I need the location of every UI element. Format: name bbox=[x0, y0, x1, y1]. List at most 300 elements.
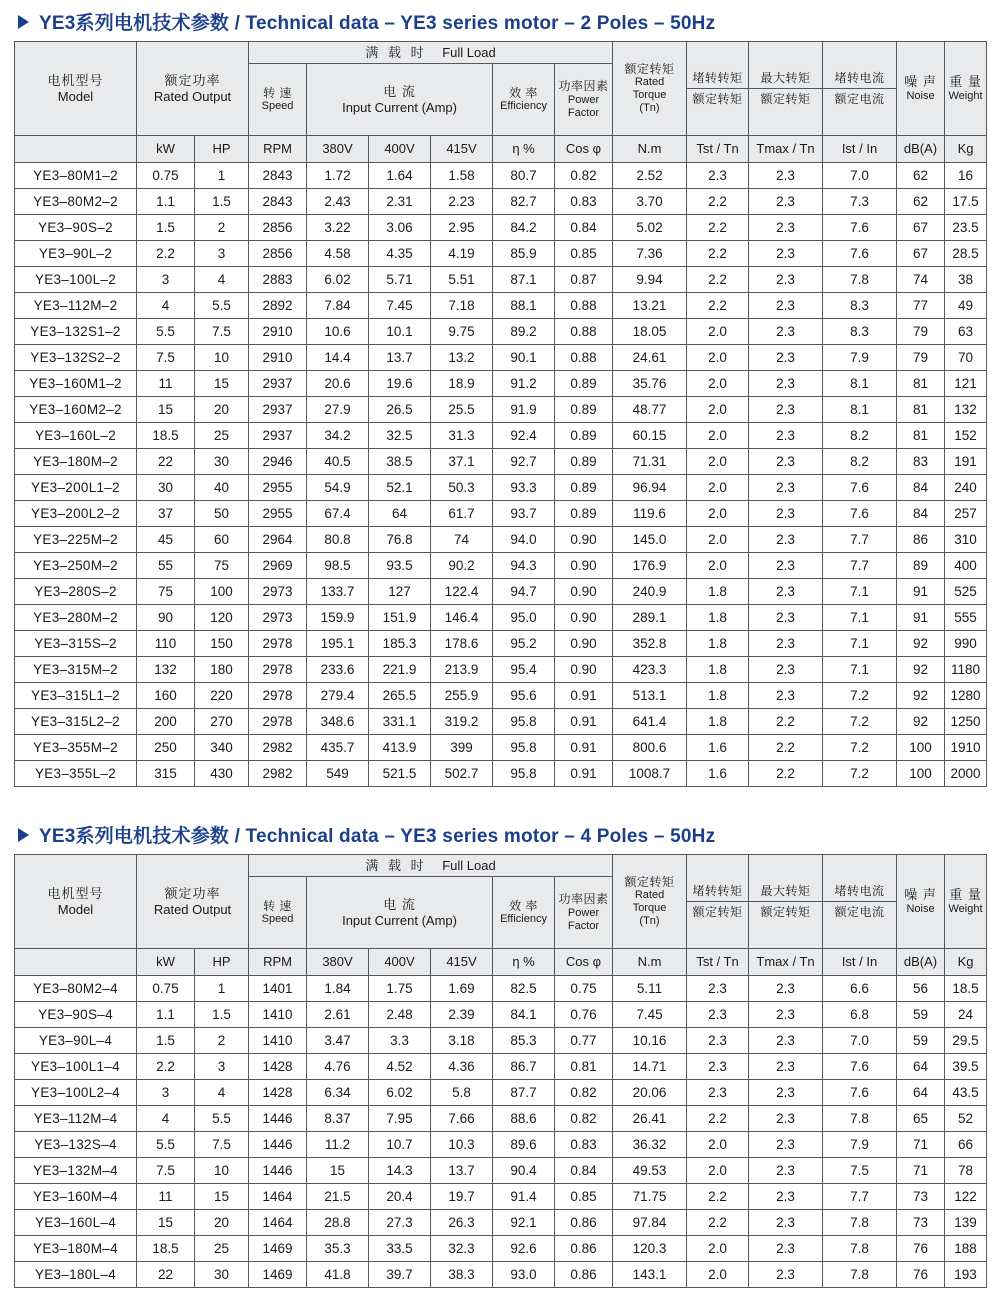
table-row bbox=[15, 1236, 987, 1262]
cell-value: 91.9 bbox=[493, 397, 555, 423]
cell-value: 40 bbox=[195, 475, 249, 501]
cell-value: 7.5 bbox=[137, 345, 195, 371]
cell-value: 10 bbox=[195, 1158, 249, 1184]
cell-value: 2.3 bbox=[749, 215, 823, 241]
header-rated-output: 额定功率 Rated Output bbox=[137, 855, 249, 949]
cell-model: YE3–315S–2 bbox=[15, 631, 137, 657]
cell-value: 127 bbox=[369, 579, 431, 605]
cell-value: 1464 bbox=[249, 1210, 307, 1236]
cell-value: 2.3 bbox=[749, 449, 823, 475]
cell-value: 5.11 bbox=[613, 976, 687, 1002]
cell-value: 61.7 bbox=[431, 501, 493, 527]
cell-model: YE3–280M–2 bbox=[15, 605, 137, 631]
cell-model: YE3–132M–4 bbox=[15, 1158, 137, 1184]
cell-value: 1428 bbox=[249, 1080, 307, 1106]
cell-value: 92.1 bbox=[493, 1210, 555, 1236]
unit-tmax-tn: Tmax / Tn bbox=[749, 136, 823, 163]
cell-value: 7.7 bbox=[823, 1184, 897, 1210]
cell-value: 1410 bbox=[249, 1002, 307, 1028]
cell-value: 3.18 bbox=[431, 1028, 493, 1054]
cell-value: 0.81 bbox=[555, 1054, 613, 1080]
cell-value: 73 bbox=[897, 1184, 945, 1210]
cell-value: 18.05 bbox=[613, 319, 687, 345]
cell-value: 4 bbox=[195, 1080, 249, 1106]
cell-model: YE3–280S–2 bbox=[15, 579, 137, 605]
cell-value: 2.3 bbox=[749, 1002, 823, 1028]
cell-value: 0.86 bbox=[555, 1236, 613, 1262]
cell-value: 7.9 bbox=[823, 345, 897, 371]
cell-value: 95.8 bbox=[493, 761, 555, 787]
header-full-load: 满 载 时 Full Load bbox=[249, 855, 613, 877]
cell-value: 120.3 bbox=[613, 1236, 687, 1262]
cell-value: 2.95 bbox=[431, 215, 493, 241]
cell-value: 1469 bbox=[249, 1262, 307, 1288]
cell-value: 0.84 bbox=[555, 215, 613, 241]
cell-value: 62 bbox=[897, 163, 945, 189]
cell-value: 279.4 bbox=[307, 683, 369, 709]
cell-value: 2.0 bbox=[687, 553, 749, 579]
cell-value: 7.6 bbox=[823, 475, 897, 501]
table-row bbox=[15, 1210, 987, 1236]
cell-value: 2.3 bbox=[749, 163, 823, 189]
cell-value: 2.0 bbox=[687, 1132, 749, 1158]
cell-value: 0.90 bbox=[555, 631, 613, 657]
cell-value: 2.3 bbox=[749, 1106, 823, 1132]
cell-model: YE3–132S2–2 bbox=[15, 345, 137, 371]
unit-kw: kW bbox=[137, 949, 195, 976]
cell-value: 2910 bbox=[249, 345, 307, 371]
cell-value: 133.7 bbox=[307, 579, 369, 605]
cell-model: YE3–100L2–4 bbox=[15, 1080, 137, 1106]
cell-value: 3.70 bbox=[613, 189, 687, 215]
cell-value: 423.3 bbox=[613, 657, 687, 683]
cell-value: 85.3 bbox=[493, 1028, 555, 1054]
cell-value: 18.5 bbox=[137, 423, 195, 449]
cell-value: 89.6 bbox=[493, 1132, 555, 1158]
cell-value: 1.69 bbox=[431, 976, 493, 1002]
cell-value: 2973 bbox=[249, 605, 307, 631]
cell-value: 83 bbox=[897, 449, 945, 475]
cell-value: 70 bbox=[945, 345, 987, 371]
cell-value: 9.75 bbox=[431, 319, 493, 345]
cell-value: 10 bbox=[195, 345, 249, 371]
cell-value: 2.3 bbox=[749, 241, 823, 267]
cell-value: 15 bbox=[307, 1158, 369, 1184]
cell-value: 2.0 bbox=[687, 527, 749, 553]
cell-value: 52 bbox=[945, 1106, 987, 1132]
cell-value: 2.3 bbox=[687, 1080, 749, 1106]
cell-value: 250 bbox=[137, 735, 195, 761]
table-row bbox=[15, 345, 987, 371]
cell-value: 62 bbox=[897, 189, 945, 215]
cell-value: 7.9 bbox=[823, 1132, 897, 1158]
cell-value: 143.1 bbox=[613, 1262, 687, 1288]
cell-value: 80.7 bbox=[493, 163, 555, 189]
cell-value: 521.5 bbox=[369, 761, 431, 787]
cell-value: 20.06 bbox=[613, 1080, 687, 1106]
cell-value: 160 bbox=[137, 683, 195, 709]
unit-415v: 415V bbox=[431, 136, 493, 163]
table-row bbox=[15, 1184, 987, 1210]
cell-model: YE3–160M2–2 bbox=[15, 397, 137, 423]
cell-value: 40.5 bbox=[307, 449, 369, 475]
cell-model: YE3–160L–2 bbox=[15, 423, 137, 449]
unit-380v: 380V bbox=[307, 136, 369, 163]
cell-value: 93.5 bbox=[369, 553, 431, 579]
cell-value: 2.3 bbox=[749, 1132, 823, 1158]
cell-value: 1.5 bbox=[195, 1002, 249, 1028]
cell-value: 79 bbox=[897, 345, 945, 371]
cell-value: 2.61 bbox=[307, 1002, 369, 1028]
cell-value: 17.5 bbox=[945, 189, 987, 215]
cell-value: 24 bbox=[945, 1002, 987, 1028]
cell-value: 76.8 bbox=[369, 527, 431, 553]
cell-value: 90.4 bbox=[493, 1158, 555, 1184]
cell-value: 0.90 bbox=[555, 657, 613, 683]
cell-value: 38 bbox=[945, 267, 987, 293]
cell-value: 3.3 bbox=[369, 1028, 431, 1054]
cell-value: 0.75 bbox=[137, 163, 195, 189]
cell-value: 39.5 bbox=[945, 1054, 987, 1080]
cell-value: 0.85 bbox=[555, 1184, 613, 1210]
table-row bbox=[15, 683, 987, 709]
cell-value: 22 bbox=[137, 1262, 195, 1288]
cell-value: 1446 bbox=[249, 1132, 307, 1158]
cell-value: 270 bbox=[195, 709, 249, 735]
cell-value: 82.7 bbox=[493, 189, 555, 215]
cell-value: 93.7 bbox=[493, 501, 555, 527]
cell-value: 315 bbox=[137, 761, 195, 787]
header-weight: 重 量 Weight bbox=[945, 855, 987, 949]
cell-value: 25 bbox=[195, 1236, 249, 1262]
cell-value: 5.71 bbox=[369, 267, 431, 293]
header-max-torque: 最大转矩 额定转矩 bbox=[749, 855, 823, 949]
cell-value: 0.82 bbox=[555, 163, 613, 189]
cell-value: 66 bbox=[945, 1132, 987, 1158]
cell-value: 2.3 bbox=[687, 976, 749, 1002]
cell-value: 4.58 bbox=[307, 241, 369, 267]
unit-noise: dB(A) bbox=[897, 949, 945, 976]
cell-value: 28.8 bbox=[307, 1210, 369, 1236]
header-noise: 噪 声 Noise bbox=[897, 42, 945, 136]
cell-value: 2856 bbox=[249, 241, 307, 267]
cell-value: 45 bbox=[137, 527, 195, 553]
unit-power-factor: Cos φ bbox=[555, 949, 613, 976]
cell-value: 0.90 bbox=[555, 579, 613, 605]
cell-value: 2.31 bbox=[369, 189, 431, 215]
cell-value: 2.2 bbox=[687, 215, 749, 241]
cell-value: 0.89 bbox=[555, 397, 613, 423]
cell-model: YE3–355L–2 bbox=[15, 761, 137, 787]
cell-value: 502.7 bbox=[431, 761, 493, 787]
cell-value: 1180 bbox=[945, 657, 987, 683]
cell-value: 2.0 bbox=[687, 423, 749, 449]
cell-value: 87.1 bbox=[493, 267, 555, 293]
cell-value: 30 bbox=[195, 1262, 249, 1288]
cell-model: YE3–180M–4 bbox=[15, 1236, 137, 1262]
cell-value: 240.9 bbox=[613, 579, 687, 605]
unit-torque: N.m bbox=[613, 136, 687, 163]
cell-value: 74 bbox=[897, 267, 945, 293]
cell-value: 59 bbox=[897, 1028, 945, 1054]
cell-value: 90.2 bbox=[431, 553, 493, 579]
cell-model: YE3–200L2–2 bbox=[15, 501, 137, 527]
cell-value: 5.5 bbox=[137, 1132, 195, 1158]
cell-value: 2.3 bbox=[749, 397, 823, 423]
header-max-torque: 最大转矩 额定转矩 bbox=[749, 42, 823, 136]
cell-value: 4.36 bbox=[431, 1054, 493, 1080]
cell-value: 5.51 bbox=[431, 267, 493, 293]
cell-value: 2969 bbox=[249, 553, 307, 579]
unit-weight: Kg bbox=[945, 136, 987, 163]
header-rated-output: 额定功率 Rated Output bbox=[137, 42, 249, 136]
cell-model: YE3–90L–4 bbox=[15, 1028, 137, 1054]
cell-value: 2.3 bbox=[749, 1184, 823, 1210]
cell-value: 20 bbox=[195, 1210, 249, 1236]
cell-value: 92 bbox=[897, 683, 945, 709]
cell-value: 63 bbox=[945, 319, 987, 345]
table-header-row-units bbox=[15, 136, 987, 163]
cell-value: 78 bbox=[945, 1158, 987, 1184]
cell-value: 255.9 bbox=[431, 683, 493, 709]
cell-value: 64 bbox=[369, 501, 431, 527]
cell-value: 18.5 bbox=[945, 976, 987, 1002]
table-row bbox=[15, 215, 987, 241]
cell-value: 2.0 bbox=[687, 397, 749, 423]
cell-value: 4.19 bbox=[431, 241, 493, 267]
cell-value: 1008.7 bbox=[613, 761, 687, 787]
cell-value: 0.91 bbox=[555, 683, 613, 709]
cell-value: 265.5 bbox=[369, 683, 431, 709]
cell-value: 8.3 bbox=[823, 293, 897, 319]
cell-value: 0.82 bbox=[555, 1106, 613, 1132]
cell-value: 2.2 bbox=[749, 761, 823, 787]
cell-value: 56 bbox=[897, 976, 945, 1002]
cell-value: 2.23 bbox=[431, 189, 493, 215]
cell-value: 91 bbox=[897, 579, 945, 605]
cell-value: 7.8 bbox=[823, 1262, 897, 1288]
cell-value: 1280 bbox=[945, 683, 987, 709]
section-heading-text: YE3系列电机技术参数 / Technical data – YE3 series motor – 4 Poles – 50Hz bbox=[39, 826, 716, 847]
cell-value: 150 bbox=[195, 631, 249, 657]
cell-value: 220 bbox=[195, 683, 249, 709]
cell-value: 89.2 bbox=[493, 319, 555, 345]
cell-value: 2978 bbox=[249, 631, 307, 657]
cell-value: 88.6 bbox=[493, 1106, 555, 1132]
cell-value: 100 bbox=[897, 761, 945, 787]
header-speed: 转 速 Speed bbox=[249, 64, 307, 136]
cell-value: 413.9 bbox=[369, 735, 431, 761]
cell-value: 0.82 bbox=[555, 1080, 613, 1106]
cell-value: 19.6 bbox=[369, 371, 431, 397]
cell-value: 91 bbox=[897, 605, 945, 631]
cell-value: 310 bbox=[945, 527, 987, 553]
table-row bbox=[15, 475, 987, 501]
cell-value: 2843 bbox=[249, 189, 307, 215]
table-row bbox=[15, 423, 987, 449]
cell-value: 7.3 bbox=[823, 189, 897, 215]
cell-value: 2.3 bbox=[749, 976, 823, 1002]
table-row bbox=[15, 761, 987, 787]
cell-value: 95.8 bbox=[493, 735, 555, 761]
cell-value: 0.77 bbox=[555, 1028, 613, 1054]
cell-value: 7.2 bbox=[823, 735, 897, 761]
cell-value: 3.06 bbox=[369, 215, 431, 241]
cell-value: 2.0 bbox=[687, 345, 749, 371]
cell-model: YE3–90S–4 bbox=[15, 1002, 137, 1028]
cell-value: 132 bbox=[137, 657, 195, 683]
cell-value: 1.64 bbox=[369, 163, 431, 189]
cell-value: 221.9 bbox=[369, 657, 431, 683]
cell-value: 2978 bbox=[249, 709, 307, 735]
cell-value: 8.3 bbox=[823, 319, 897, 345]
cell-value: 7.7 bbox=[823, 527, 897, 553]
unit-415v: 415V bbox=[431, 949, 493, 976]
cell-value: 13.7 bbox=[431, 1158, 493, 1184]
cell-value: 2.3 bbox=[749, 1080, 823, 1106]
cell-value: 0.89 bbox=[555, 449, 613, 475]
cell-value: 93.3 bbox=[493, 475, 555, 501]
cell-value: 1.84 bbox=[307, 976, 369, 1002]
cell-value: 7.8 bbox=[823, 1236, 897, 1262]
cell-value: 87.7 bbox=[493, 1080, 555, 1106]
header-power-factor: 功率因素 Power Factor bbox=[555, 64, 613, 136]
unit-hp: HP bbox=[195, 136, 249, 163]
cell-value: 0.90 bbox=[555, 527, 613, 553]
header-current: 电 流 Input Current (Amp) bbox=[307, 64, 493, 136]
cell-value: 14.71 bbox=[613, 1054, 687, 1080]
cell-value: 2.2 bbox=[687, 1210, 749, 1236]
table-row bbox=[15, 1158, 987, 1184]
cell-value: 146.4 bbox=[431, 605, 493, 631]
cell-value: 98.5 bbox=[307, 553, 369, 579]
cell-value: 0.75 bbox=[555, 976, 613, 1002]
cell-value: 7.2 bbox=[823, 709, 897, 735]
table-row bbox=[15, 709, 987, 735]
cell-value: 26.41 bbox=[613, 1106, 687, 1132]
cell-value: 4 bbox=[137, 293, 195, 319]
unit-tmax-tn: Tmax / Tn bbox=[749, 949, 823, 976]
cell-value: 1.1 bbox=[137, 1002, 195, 1028]
cell-value: 5.8 bbox=[431, 1080, 493, 1106]
table-body-2-poles bbox=[15, 163, 987, 787]
cell-value: 8.2 bbox=[823, 449, 897, 475]
cell-value: 2.2 bbox=[687, 241, 749, 267]
cell-value: 2.3 bbox=[749, 579, 823, 605]
cell-value: 1446 bbox=[249, 1158, 307, 1184]
cell-value: 92.7 bbox=[493, 449, 555, 475]
unit-efficiency: η % bbox=[493, 949, 555, 976]
cell-value: 6.8 bbox=[823, 1002, 897, 1028]
cell-value: 132 bbox=[945, 397, 987, 423]
cell-value: 95.0 bbox=[493, 605, 555, 631]
cell-value: 31.3 bbox=[431, 423, 493, 449]
cell-value: 0.75 bbox=[137, 976, 195, 1002]
cell-value: 7.5 bbox=[137, 1158, 195, 1184]
cell-value: 20 bbox=[195, 397, 249, 423]
cell-value: 1250 bbox=[945, 709, 987, 735]
header-model: 电机型号 Model bbox=[15, 855, 137, 949]
cell-value: 15 bbox=[195, 1184, 249, 1210]
cell-value: 36.32 bbox=[613, 1132, 687, 1158]
table-row bbox=[15, 579, 987, 605]
cell-value: 7.5 bbox=[823, 1158, 897, 1184]
cell-value: 2.3 bbox=[749, 1028, 823, 1054]
header-locked-rotor-current: 堵转电流 额定电流 bbox=[823, 855, 897, 949]
cell-value: 0.86 bbox=[555, 1262, 613, 1288]
cell-value: 1.6 bbox=[687, 761, 749, 787]
cell-value: 2.3 bbox=[749, 605, 823, 631]
cell-value: 97.84 bbox=[613, 1210, 687, 1236]
cell-value: 48.77 bbox=[613, 397, 687, 423]
cell-value: 2892 bbox=[249, 293, 307, 319]
cell-value: 67 bbox=[897, 241, 945, 267]
cell-value: 10.16 bbox=[613, 1028, 687, 1054]
unit-efficiency: η % bbox=[493, 136, 555, 163]
cell-value: 94.7 bbox=[493, 579, 555, 605]
cell-value: 2.2 bbox=[687, 267, 749, 293]
cell-value: 990 bbox=[945, 631, 987, 657]
table-row bbox=[15, 553, 987, 579]
cell-value: 4 bbox=[137, 1106, 195, 1132]
cell-value: 26.5 bbox=[369, 397, 431, 423]
table-row bbox=[15, 371, 987, 397]
cell-value: 348.6 bbox=[307, 709, 369, 735]
cell-value: 2 bbox=[195, 1028, 249, 1054]
cell-model: YE3–80M2–2 bbox=[15, 189, 137, 215]
cell-value: 20.4 bbox=[369, 1184, 431, 1210]
cell-value: 84.2 bbox=[493, 215, 555, 241]
cell-value: 94.3 bbox=[493, 553, 555, 579]
cell-value: 399 bbox=[431, 735, 493, 761]
cell-value: 91.4 bbox=[493, 1184, 555, 1210]
cell-model: YE3–315L2–2 bbox=[15, 709, 137, 735]
unit-400v: 400V bbox=[369, 136, 431, 163]
cell-model: YE3–100L1–4 bbox=[15, 1054, 137, 1080]
cell-value: 95.8 bbox=[493, 709, 555, 735]
cell-model: YE3–225M–2 bbox=[15, 527, 137, 553]
cell-value: 18.9 bbox=[431, 371, 493, 397]
cell-value: 7.95 bbox=[369, 1106, 431, 1132]
cell-value: 2.3 bbox=[749, 319, 823, 345]
cell-value: 549 bbox=[307, 761, 369, 787]
cell-value: 159.9 bbox=[307, 605, 369, 631]
cell-model: YE3–200L1–2 bbox=[15, 475, 137, 501]
cell-value: 27.3 bbox=[369, 1210, 431, 1236]
cell-value: 2.2 bbox=[687, 189, 749, 215]
cell-value: 0.89 bbox=[555, 501, 613, 527]
unit-kw: kW bbox=[137, 136, 195, 163]
cell-value: 352.8 bbox=[613, 631, 687, 657]
cell-value: 1.8 bbox=[687, 579, 749, 605]
cell-value: 14.3 bbox=[369, 1158, 431, 1184]
cell-value: 1.6 bbox=[687, 735, 749, 761]
cell-value: 30 bbox=[137, 475, 195, 501]
cell-value: 257 bbox=[945, 501, 987, 527]
cell-value: 79 bbox=[897, 319, 945, 345]
cell-value: 8.1 bbox=[823, 371, 897, 397]
cell-value: 3 bbox=[137, 267, 195, 293]
cell-value: 6.34 bbox=[307, 1080, 369, 1106]
cell-model: YE3–315L1–2 bbox=[15, 683, 137, 709]
cell-value: 1410 bbox=[249, 1028, 307, 1054]
cell-value: 2.3 bbox=[749, 631, 823, 657]
cell-value: 67 bbox=[897, 215, 945, 241]
cell-value: 7.84 bbox=[307, 293, 369, 319]
cell-value: 0.83 bbox=[555, 1132, 613, 1158]
cell-value: 120 bbox=[195, 605, 249, 631]
cell-value: 80.8 bbox=[307, 527, 369, 553]
